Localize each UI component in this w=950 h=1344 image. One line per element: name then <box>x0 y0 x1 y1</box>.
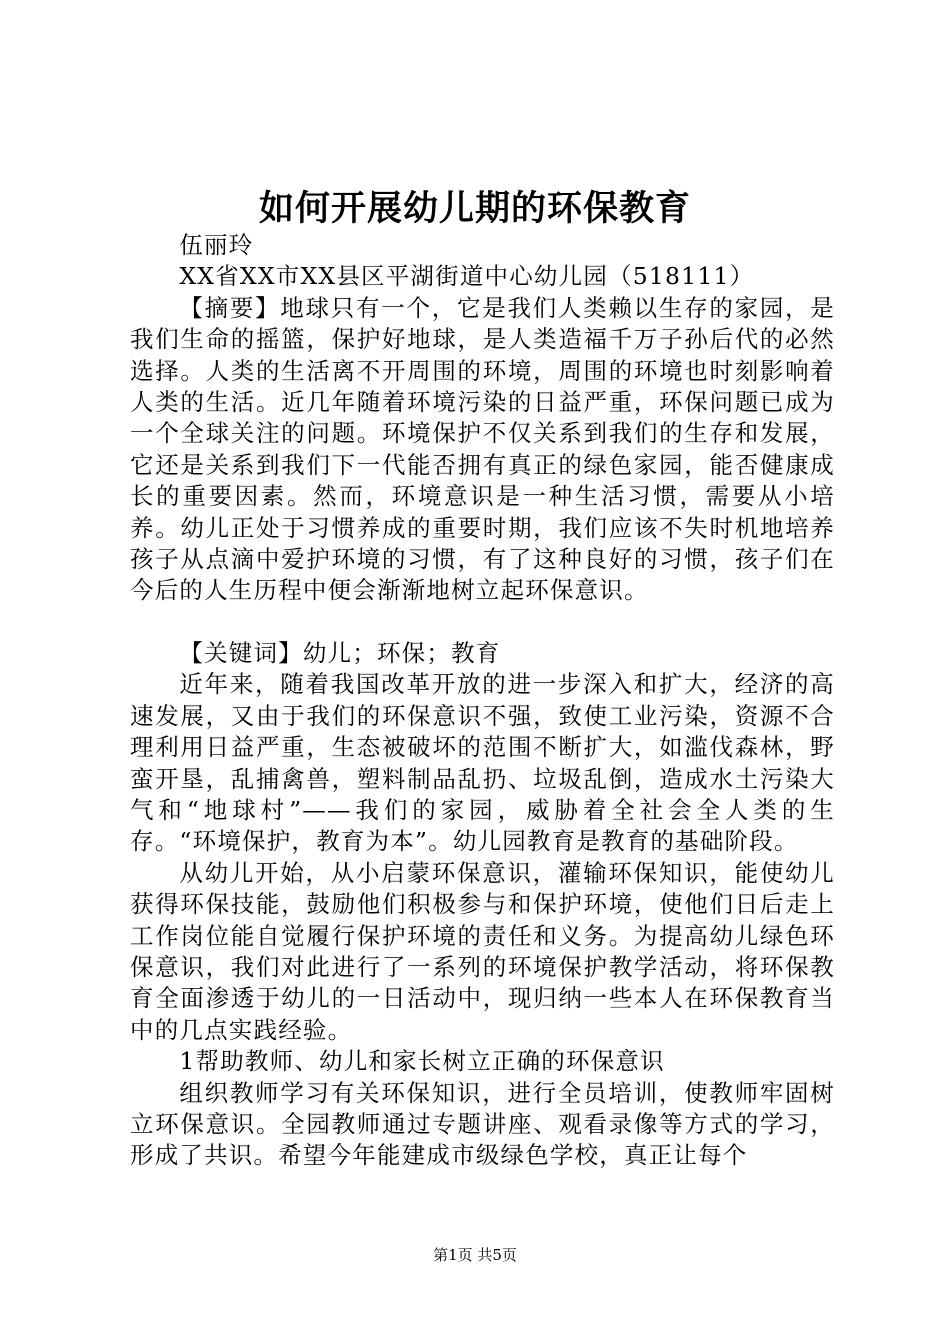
affiliation-line: XX省XX市XX县区平湖街道中心幼儿园（518111） <box>179 262 755 291</box>
document-body <box>130 230 835 1172</box>
body-paragraph: 从幼儿开始，从小启蒙环保意识，灌输环保知识，能使幼儿获得环保技能，鼓励他们积极参与和保护环境，使他们日后走上工作岗位能自觉履行保护环境的责任和义务。为提高幼儿绿色环保意识，我们对此进行了一系列的环境保护教学活动，将环保教育全面渗透于幼儿的一日活动中，现归纳一些本人在环保教育当中的几点实践经验。 <box>130 858 835 1044</box>
body-paragraph: 近年来，随着我国改革开放的进一步深入和扩大，经济的高速发展，又由于我们的环保意识不强，致使工业污染，资源不合理利用日益严重，生态被破坏的范围不断扩大，如滥伐森林，野蛮开垦，乱捕禽兽，塑料制品乱扔、垃圾乱倒，造成水土污染大气和“地球村”——我们的家园，威胁着全社会全人类的生存。“环境保护，教育为本”。幼儿园教育是教育的基础阶段。 <box>130 670 835 856</box>
document-title: 如何开展幼儿期的环保教育 <box>258 189 691 229</box>
section-paragraph: 组织教师学习有关环保知识，进行全员培训，使教师牢固树立环保意识。全园教师通过专题讲座、观看录像等方式的学习，形成了共识。希望今年能建成市级绿色学校，真正让每个 <box>130 1078 835 1170</box>
section-heading: 1帮助教师、幼儿和家长树立正确的环保意识 <box>179 1047 665 1076</box>
abstract-paragraph: 【摘要】地球只有一个，它是我们人类赖以生存的家园，是我们生命的摇篮，保护好地球，是人类造福千万子孙后代的必然选择。人类的生活离不开周围的环境，周围的环境也时刻影响着人类的生活。近几年随着环境污染的日益严重，环保问题已成为一个全球关注的问题。环境保护不仅关系到我们的生存和发展，它还是关系到我们下一代能否拥有真正的绿色家园，能否健康成长的重要因素。然而，环境意识是一种生活习惯，需要从小培养。幼儿正处于习惯养成的重要时期，我们应该不失时机地培养孩子从点滴中爱护环境的习惯，有了这种良好的习惯，孩子们在今后的人生历程中便会渐渐地树立起环保意识。 <box>130 293 835 605</box>
page-footer: 第1页 共5页 <box>433 1246 517 1264</box>
author-line: 伍丽玲 <box>179 231 254 259</box>
keywords-line: 【关键词】幼儿；环保；教育 <box>179 638 501 667</box>
